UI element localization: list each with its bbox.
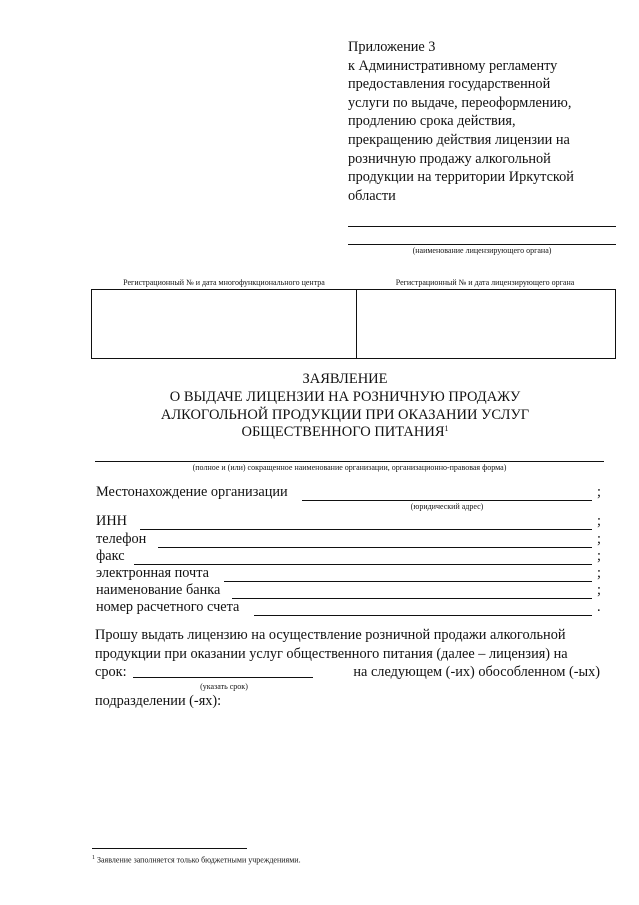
account-label: номер расчетного счета: [96, 599, 240, 615]
paragraph-line-3: [95, 663, 600, 682]
footnote-text: Заявление заполняется только бюджетными учреждениями.: [97, 855, 301, 865]
bank-semicolon: ;: [597, 582, 601, 598]
location-label: Местонахождение организации: [96, 484, 288, 500]
licensing-body-line-2: [348, 244, 616, 245]
paragraph-text: на следующем (-их) обособленном (-ых): [353, 664, 600, 681]
title-line: АЛКОГОЛЬНОЙ ПРОДУКЦИИ ПРИ ОКАЗАНИИ УСЛУГ: [160, 406, 530, 423]
footnote-mark: 1: [92, 855, 95, 861]
licensing-registration-label: Регистрационный № и дата лицензирующего органа: [395, 278, 575, 287]
title-footnote-mark: 1: [444, 424, 449, 434]
paragraph-text: продукции при оказании услуг общественного питания (далее – лицензия) на: [95, 645, 568, 662]
email-label: электронная почта: [96, 565, 210, 581]
footnote: [92, 855, 301, 865]
annex-header: [348, 38, 618, 205]
phone-field-line[interactable]: [158, 547, 592, 548]
annex-line: продлению срока действия,: [348, 113, 516, 130]
phone-semicolon: ;: [597, 531, 601, 547]
licensing-body-caption: (наименование лицензирующего органа): [412, 246, 552, 255]
paragraph-text: Прошу выдать лицензию на осуществление розничной продажи алкогольной: [95, 627, 566, 643]
registration-box: [91, 289, 616, 359]
phone-label: телефон: [96, 531, 147, 547]
term-label: срок:: [95, 664, 127, 681]
term-field-line[interactable]: [133, 663, 313, 678]
annex-line: Приложение 3: [348, 39, 436, 55]
org-name-caption: (полное и (или) сокращенное наименование организации, организационно-правовая форма): [192, 463, 507, 472]
paragraph-line-2: [95, 645, 600, 664]
registration-box-divider: [356, 289, 357, 359]
annex-line: предоставления государственной: [348, 76, 551, 93]
annex-line: розничную продажу алкогольной: [348, 150, 551, 167]
mfc-registration-label: Регистрационный № и дата многофункционального центра: [123, 278, 325, 287]
location-semicolon: ;: [597, 484, 601, 500]
document-title: [60, 371, 630, 442]
title-line-last: [60, 424, 630, 442]
location-caption: (юридический адрес): [410, 502, 484, 511]
annex-line: прекращению действия лицензии на: [348, 131, 570, 148]
subdivision-label: подразделении (-ях):: [95, 693, 222, 709]
fax-label: факс: [96, 548, 125, 564]
title-line: ОБЩЕСТВЕННОГО ПИТАНИЯ: [241, 424, 445, 441]
email-semicolon: ;: [597, 565, 601, 581]
annex-line: услуги по выдаче, переоформлению,: [348, 94, 572, 111]
bank-field-line[interactable]: [232, 598, 592, 599]
inn-field-line[interactable]: [140, 529, 592, 530]
account-period: .: [597, 599, 601, 615]
term-caption: (указать срок): [200, 682, 248, 691]
title-line: ЗАЯВЛЕНИЕ: [302, 371, 388, 387]
paragraph-line-1: [95, 626, 600, 645]
annex-line: к Административному регламенту: [348, 57, 558, 74]
footnote-separator: [92, 848, 247, 849]
licensing-body-line-1: [348, 226, 616, 227]
email-field-line[interactable]: [224, 581, 592, 582]
annex-line: продукции на территории Иркутской: [348, 169, 574, 186]
fax-semicolon: ;: [597, 548, 601, 564]
org-name-line[interactable]: [95, 461, 604, 462]
location-field-line[interactable]: [302, 500, 592, 501]
annex-line: области: [348, 187, 396, 204]
inn-semicolon: ;: [597, 513, 601, 529]
account-field-line[interactable]: [254, 615, 592, 616]
title-line: О ВЫДАЧЕ ЛИЦЕНЗИИ НА РОЗНИЧНУЮ ПРОДАЖУ: [169, 388, 521, 405]
inn-label: ИНН: [96, 513, 127, 529]
request-paragraph: [95, 626, 600, 682]
bank-label: наименование банка: [96, 582, 221, 598]
